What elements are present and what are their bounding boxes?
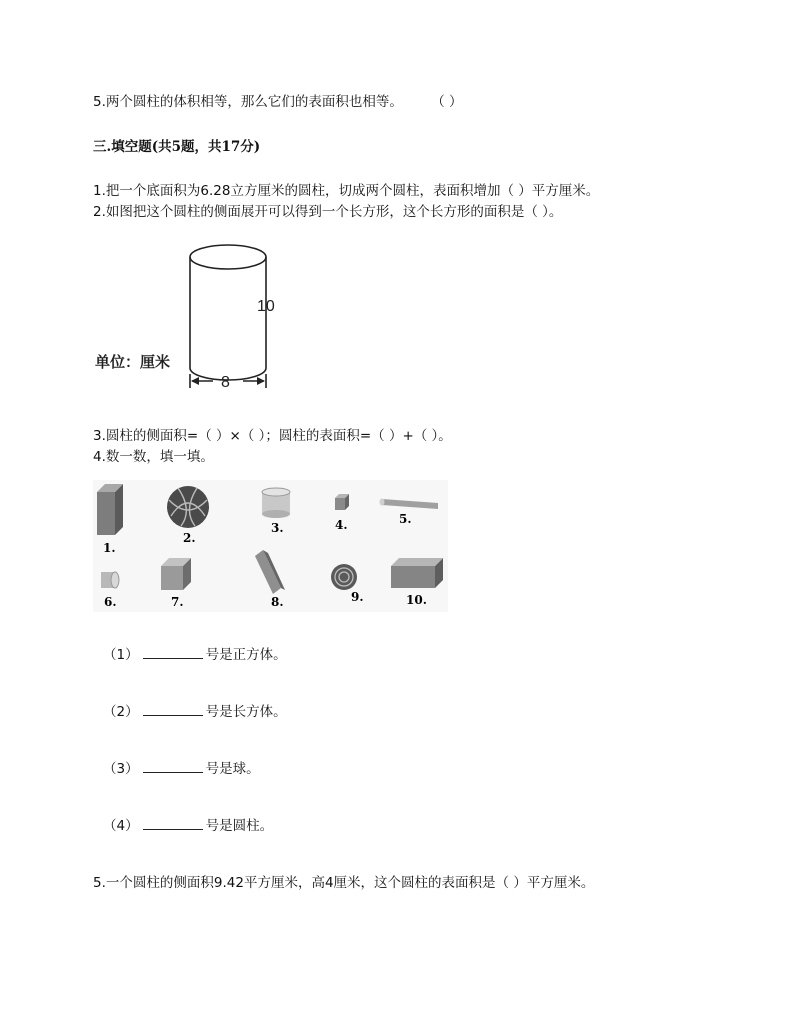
shape-1-cuboid <box>97 484 123 535</box>
fill-question-5: 5.一个圆柱的侧面积9.42平方厘米，高4厘米，这个圆柱的表面积是（ ）平方厘米。 <box>93 875 595 891</box>
shape-6-cylinder <box>101 572 119 588</box>
answer-blank[interactable] <box>143 703 203 716</box>
fill-question-1: 1.把一个底面积为6.28立方厘米的圆柱，切成两个圆柱，表面积增加（ ）平方厘米。 <box>93 183 600 199</box>
diameter-label: 8 <box>221 374 230 391</box>
shape-label-10: 10. <box>406 593 427 607</box>
fill-item-4 <box>103 817 273 835</box>
fill-question-2: 2.如图把这个圆柱的侧面展开可以得到一个长方形，这个长方形的面积是（ ）。 <box>93 204 563 220</box>
fill-item-2 <box>103 703 287 721</box>
height-label: 10 <box>257 298 275 315</box>
fill-item-4-text: 号是圆柱。 <box>205 818 274 834</box>
shape-label-4: 4. <box>335 518 348 532</box>
shapes-figure <box>93 480 448 612</box>
fill-item-3-number: （3） <box>103 761 139 777</box>
fill-item-1 <box>103 646 287 664</box>
unit-label: 单位：厘米 <box>95 353 171 371</box>
section-title: 三.填空题(共5题，共17分) <box>93 139 261 155</box>
cylinder-top-ellipse <box>190 245 266 269</box>
cylinder-figure <box>93 236 293 396</box>
shape-label-2: 2. <box>183 531 196 545</box>
shape-label-6: 6. <box>104 595 117 609</box>
shape-2-ball <box>167 486 209 528</box>
answer-blank[interactable] <box>143 646 203 659</box>
dimension-arrow-right <box>257 377 265 385</box>
fill-item-1-text: 号是正方体。 <box>205 647 287 663</box>
shape-3-cylinder <box>262 488 290 518</box>
shape-label-1: 1. <box>103 541 116 555</box>
fill-item-4-number: （4） <box>103 818 139 834</box>
fill-item-3 <box>103 760 260 778</box>
fill-question-4: 4.数一数，填一填。 <box>93 449 214 465</box>
answer-blank[interactable] <box>143 760 203 773</box>
shape-4-cube <box>335 494 349 510</box>
shape-label-8: 8. <box>271 595 284 609</box>
shape-label-5: 5. <box>399 512 412 526</box>
shape-label-3: 3. <box>271 521 284 535</box>
shape-7-cube <box>161 558 191 590</box>
shape-label-9: 9. <box>351 590 364 604</box>
answer-blank[interactable] <box>143 817 203 830</box>
dimension-arrow-left <box>191 377 199 385</box>
fill-item-2-text: 号是长方体。 <box>205 704 287 720</box>
judge-question-5-text: 5.两个圆柱的体积相等，那么它们的表面积也相等。 <box>93 94 403 110</box>
answer-paren: （ ） <box>431 94 463 110</box>
shape-9-can <box>331 564 357 590</box>
shape-10-cuboid <box>391 558 443 588</box>
fill-question-3: 3.圆柱的侧面积=（ ）×（ ）；圆柱的表面积=（ ）+（ ）。 <box>93 428 452 444</box>
fill-item-3-text: 号是球。 <box>205 761 260 777</box>
shape-label-7: 7. <box>171 595 184 609</box>
fill-item-2-number: （2） <box>103 704 139 720</box>
fill-item-1-number: （1） <box>103 647 139 663</box>
judge-question-5 <box>93 93 462 111</box>
